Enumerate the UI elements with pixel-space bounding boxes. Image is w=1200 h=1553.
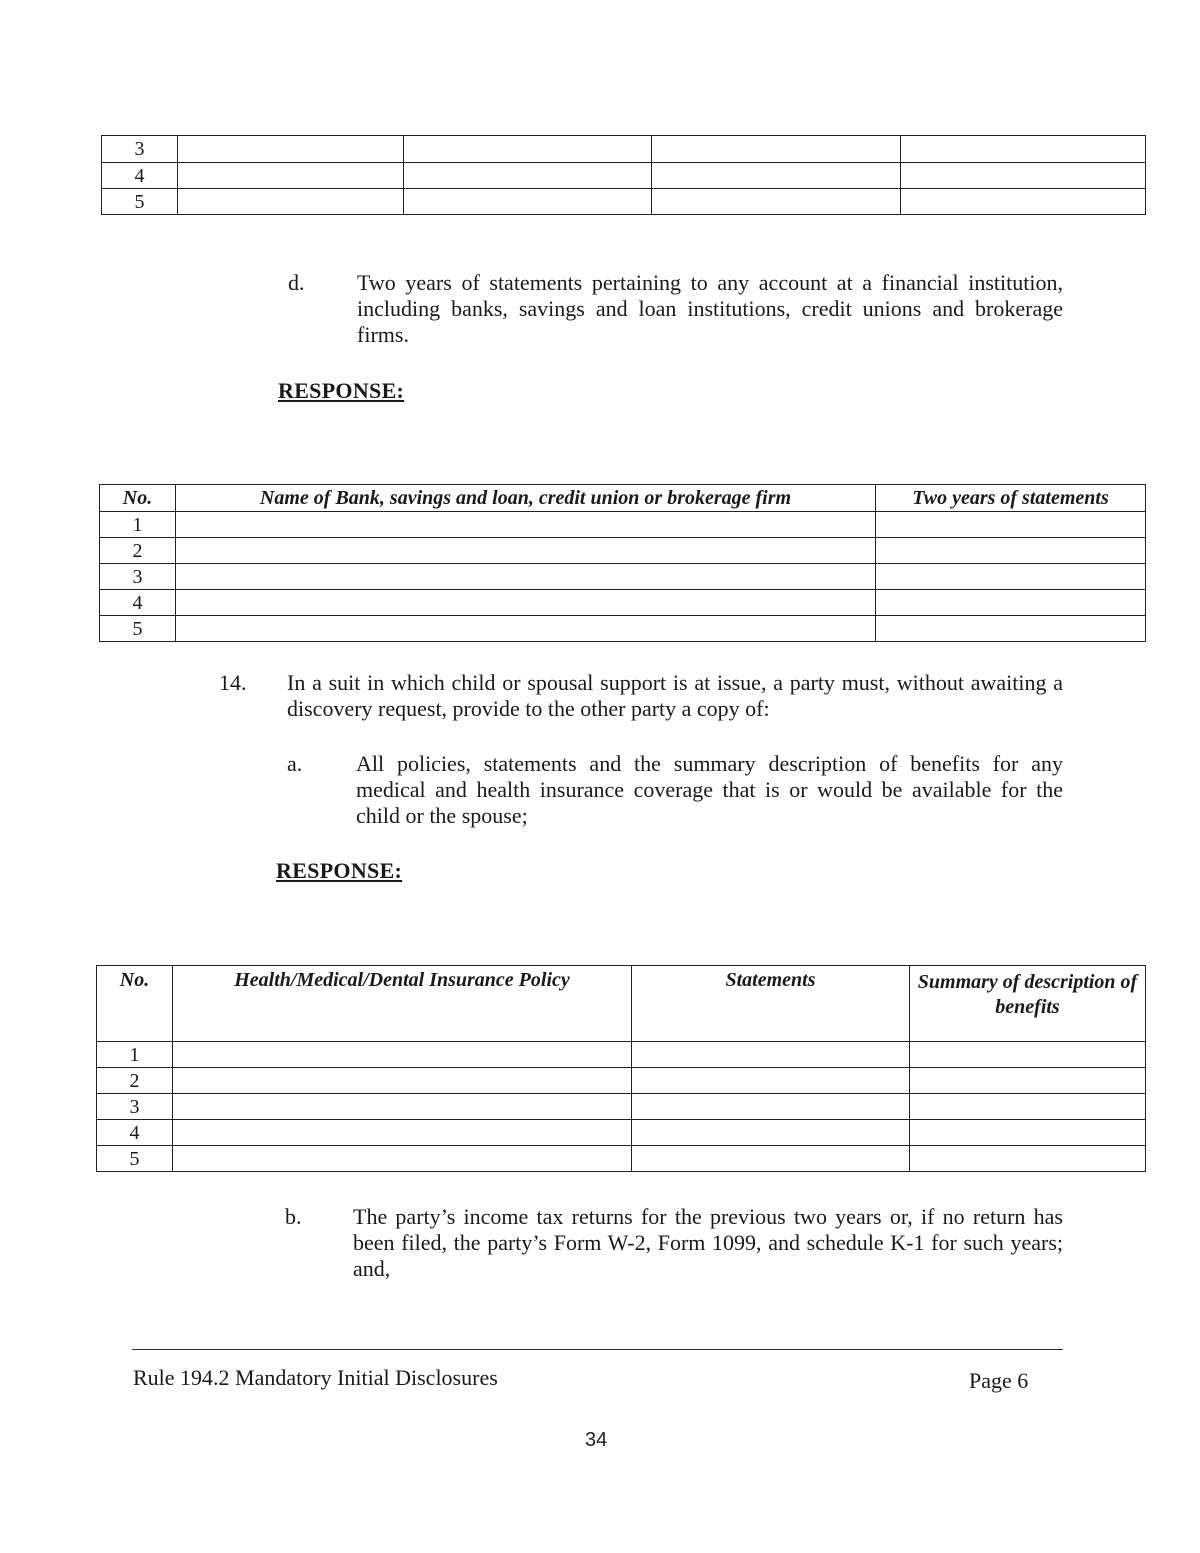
table-row xyxy=(102,136,1146,163)
column-header-no: No. xyxy=(97,966,173,1042)
table-cell[interactable] xyxy=(910,1146,1146,1172)
row-number: 1 xyxy=(97,1042,173,1068)
table-cell[interactable] xyxy=(876,590,1146,616)
table-cell[interactable] xyxy=(404,163,652,189)
table-cell[interactable] xyxy=(901,163,1146,189)
item-d-text: Two years of statements pertaining to any account at a financial institution, including banks, savings and loan institutions, credit unions and brokerage firms. xyxy=(357,270,1063,347)
table-cell[interactable] xyxy=(178,163,404,189)
table-cell[interactable] xyxy=(652,136,901,163)
item-14-label: 14. xyxy=(219,670,247,695)
row-number: 4 xyxy=(97,1120,173,1146)
table-cell[interactable] xyxy=(176,616,876,642)
row-number: 2 xyxy=(97,1068,173,1094)
table-cell[interactable] xyxy=(910,1120,1146,1146)
table-cell[interactable] xyxy=(178,136,404,163)
table-cell[interactable] xyxy=(632,1146,910,1172)
insurance-table xyxy=(96,965,1146,1172)
table-cell[interactable] xyxy=(876,616,1146,642)
table-cell[interactable] xyxy=(876,538,1146,564)
continuation-table xyxy=(101,135,1146,215)
table-row xyxy=(97,1120,1146,1146)
row-number: 5 xyxy=(97,1146,173,1172)
table-cell[interactable] xyxy=(632,1068,910,1094)
footer-divider xyxy=(132,1349,1063,1350)
response-heading: RESPONSE: xyxy=(278,378,405,403)
bank-statements-table xyxy=(99,484,1146,642)
table-cell[interactable] xyxy=(173,1146,632,1172)
table-row xyxy=(100,590,1146,616)
table-cell[interactable] xyxy=(178,189,404,215)
table-cell[interactable] xyxy=(910,1042,1146,1068)
table-cell[interactable] xyxy=(910,1094,1146,1120)
row-number: 3 xyxy=(97,1094,173,1120)
table-row xyxy=(102,163,1146,189)
row-number: 4 xyxy=(102,163,178,189)
table-row xyxy=(100,512,1146,538)
column-header-statements: Two years of statements xyxy=(876,485,1146,512)
table-cell[interactable] xyxy=(176,538,876,564)
row-number: 1 xyxy=(100,512,176,538)
column-header-statements: Statements xyxy=(632,966,910,1042)
table-row xyxy=(97,1068,1146,1094)
row-number: 5 xyxy=(100,616,176,642)
table-cell[interactable] xyxy=(176,564,876,590)
table-cell[interactable] xyxy=(632,1042,910,1068)
table-row xyxy=(97,1042,1146,1068)
table-cell[interactable] xyxy=(910,1068,1146,1094)
row-number: 3 xyxy=(100,564,176,590)
table-cell[interactable] xyxy=(901,189,1146,215)
table-header-row xyxy=(100,485,1146,512)
table-cell[interactable] xyxy=(404,136,652,163)
item-b-text: The party’s income tax returns for the previous two years or, if no return has been filed, the party’s Form W-2, Form 1099, and schedule K-1 for such years; and, xyxy=(353,1204,1063,1281)
footer-page-label: Page 6 xyxy=(969,1368,1029,1393)
table-cell[interactable] xyxy=(901,136,1146,163)
row-number: 5 xyxy=(102,189,178,215)
item-b-label: b. xyxy=(285,1204,302,1229)
column-header-policy: Health/Medical/Dental Insurance Policy xyxy=(173,966,632,1042)
table-cell[interactable] xyxy=(173,1068,632,1094)
table-row xyxy=(100,616,1146,642)
footer-title: Rule 194.2 Mandatory Initial Disclosures xyxy=(133,1365,498,1390)
table-row xyxy=(100,564,1146,590)
table-cell[interactable] xyxy=(404,189,652,215)
table-cell[interactable] xyxy=(632,1120,910,1146)
table-cell[interactable] xyxy=(173,1120,632,1146)
table-cell[interactable] xyxy=(173,1094,632,1120)
table-header-row xyxy=(97,966,1146,1042)
row-number: 3 xyxy=(102,136,178,163)
row-number: 4 xyxy=(100,590,176,616)
table-cell[interactable] xyxy=(176,590,876,616)
item-a-text: All policies, statements and the summary description of benefits for any medical and health insurance coverage that is or would be available for the child or the spouse; xyxy=(356,751,1063,828)
table-cell[interactable] xyxy=(876,512,1146,538)
row-number: 2 xyxy=(100,538,176,564)
page-number: 34 xyxy=(585,1429,608,1451)
column-header-bank-name: Name of Bank, savings and loan, credit union or brokerage firm xyxy=(176,485,876,512)
column-header-no: No. xyxy=(100,485,176,512)
table-row xyxy=(97,1146,1146,1172)
table-row xyxy=(100,538,1146,564)
column-header-summary: Summary of description of benefits xyxy=(910,966,1146,1042)
response-heading: RESPONSE: xyxy=(276,858,403,883)
item-a-label: a. xyxy=(287,751,303,776)
table-cell[interactable] xyxy=(173,1042,632,1068)
table-row xyxy=(102,189,1146,215)
item-d-label: d. xyxy=(288,270,305,295)
table-cell[interactable] xyxy=(176,512,876,538)
table-cell[interactable] xyxy=(876,564,1146,590)
table-cell[interactable] xyxy=(632,1094,910,1120)
table-row xyxy=(97,1094,1146,1120)
table-cell[interactable] xyxy=(652,163,901,189)
table-cell[interactable] xyxy=(652,189,901,215)
item-14-text: In a suit in which child or spousal support is at issue, a party must, without awaiting a discovery request, provide to the other party a copy of: xyxy=(287,670,1063,721)
